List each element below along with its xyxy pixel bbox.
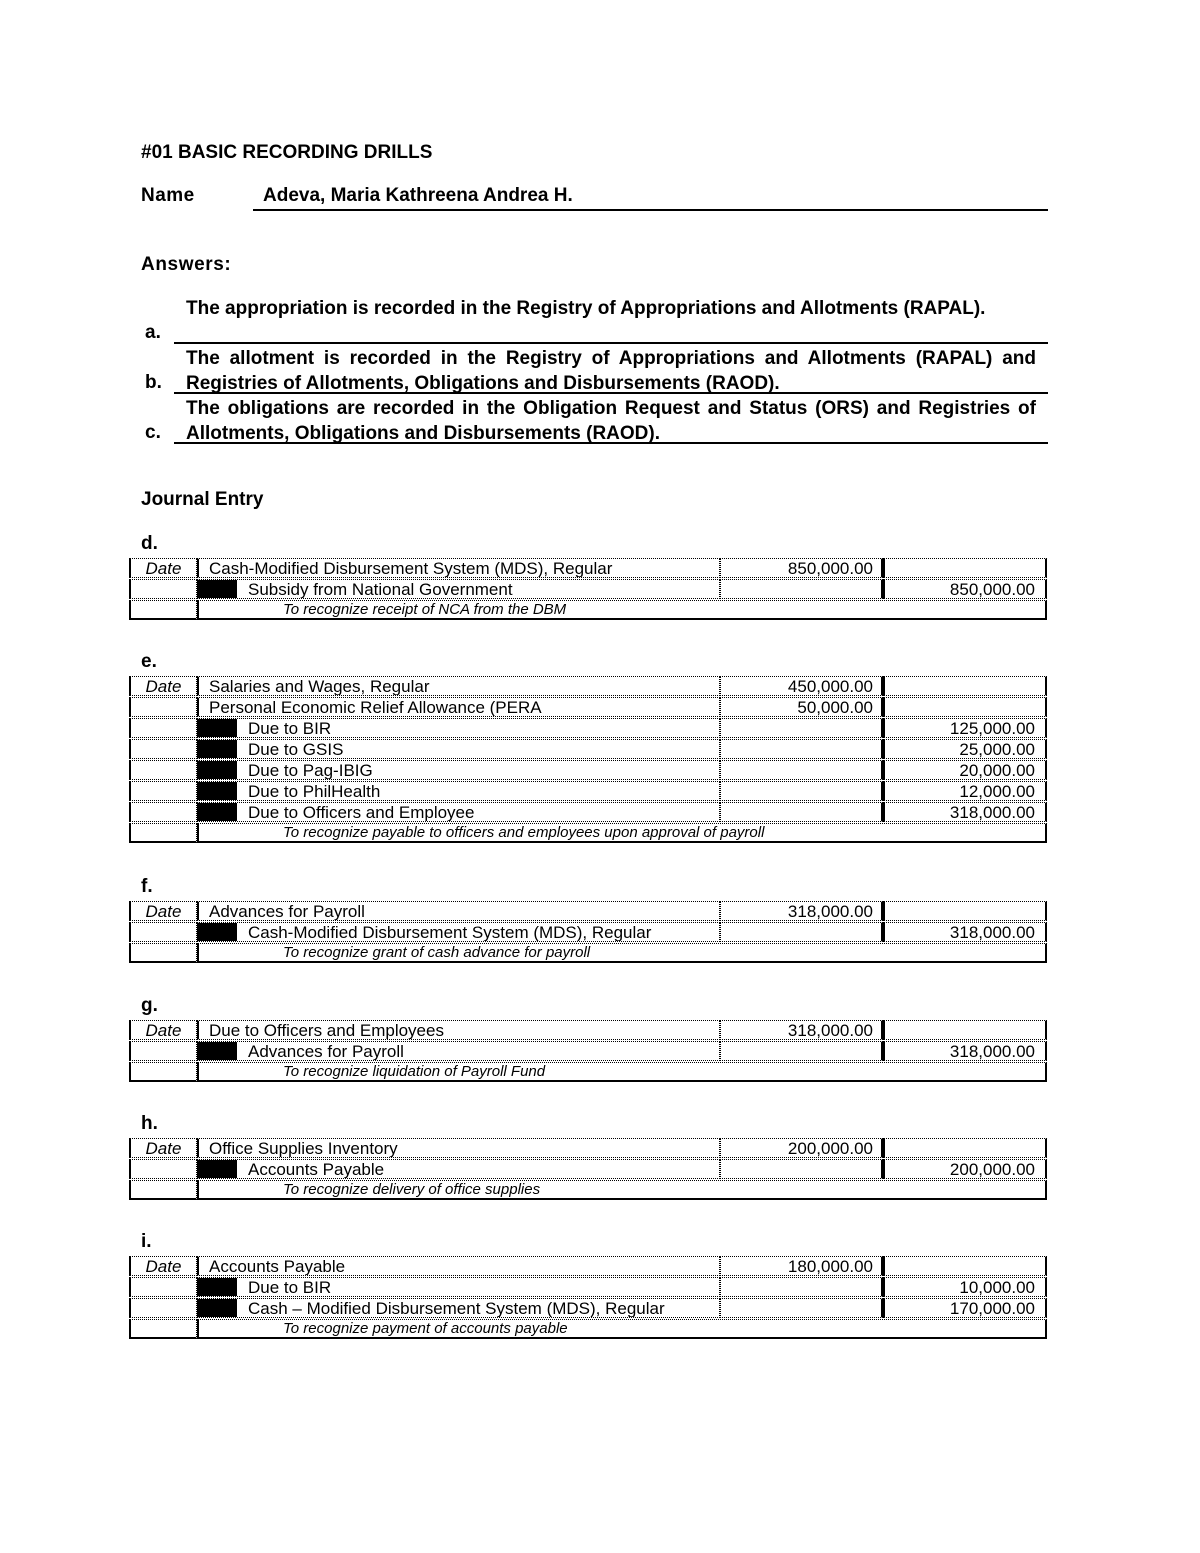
answer-text: The appropriation is recorded in the Registry of Appropriations and Allotments (RAPAL).: [174, 296, 1048, 344]
date-cell: Date: [129, 1020, 197, 1040]
name-label: Name: [141, 185, 195, 206]
date-cell: [129, 760, 197, 780]
credit-amount: [883, 676, 1047, 696]
journal-row: [129, 1298, 1047, 1319]
journal-table: [129, 1256, 1047, 1340]
account-cell: [197, 802, 720, 822]
answer-b: [141, 346, 1048, 396]
memo-row: [129, 943, 1047, 964]
answer-text: The allotment is recorded in the Registry of Appropriations and Allotments (RAPAL) and Registries of Allotments, Obligations and Disbursements (RAOD).: [174, 346, 1048, 394]
account-cell: [197, 1041, 720, 1061]
account-cell: [197, 922, 720, 942]
credit-amount: 10,000.00: [883, 1277, 1047, 1297]
account-cell: [197, 1138, 720, 1158]
memo-row: [129, 823, 1047, 844]
date-cell: [129, 1062, 197, 1082]
date-cell: [129, 1159, 197, 1179]
journal-row: [129, 901, 1047, 922]
account-cell: [197, 697, 720, 717]
memo-row: [129, 600, 1047, 621]
account-name: Subsidy from National Government: [248, 580, 513, 599]
name-row: [141, 185, 1048, 211]
account-name: Due to BIR: [248, 1278, 332, 1297]
debit-amount: 50,000.00: [720, 697, 883, 717]
account-cell: [197, 1256, 720, 1276]
journal-row: [129, 1277, 1047, 1298]
debit-amount: [720, 1041, 883, 1061]
date-cell: [129, 697, 197, 717]
date-cell: [129, 579, 197, 599]
account-cell: [197, 739, 720, 759]
date-cell: [129, 1180, 197, 1200]
journal-row: [129, 558, 1047, 579]
account-cell: [197, 1277, 720, 1297]
journal-table: [129, 1138, 1047, 1201]
date-cell: Date: [129, 901, 197, 921]
entry-memo: To recognize payment of accounts payable: [197, 1319, 1047, 1339]
debit-amount: [720, 1277, 883, 1297]
debit-amount: 180,000.00: [720, 1256, 883, 1276]
credit-amount: 850,000.00: [883, 579, 1047, 599]
journal-row: [129, 1159, 1047, 1180]
redaction-block: [199, 1042, 237, 1060]
debit-amount: 318,000.00: [720, 901, 883, 921]
journal-row: [129, 718, 1047, 739]
account-name: Due to BIR: [248, 719, 332, 738]
debit-amount: [720, 1159, 883, 1179]
journal-row: [129, 697, 1047, 718]
debit-amount: [720, 1298, 883, 1318]
entry-letter: h.: [141, 1113, 158, 1134]
journal-row: [129, 1256, 1047, 1277]
date-cell: [129, 943, 197, 963]
account-name: Advances for Payroll: [209, 902, 365, 921]
answers-heading: Answers:: [141, 254, 232, 275]
redaction-block: [199, 803, 237, 821]
account-name: Salaries and Wages, Regular: [209, 677, 430, 696]
journal-row: [129, 676, 1047, 697]
memo-row: [129, 1319, 1047, 1340]
debit-amount: [720, 718, 883, 738]
journal-table: [129, 676, 1047, 844]
date-cell: [129, 823, 197, 843]
credit-amount: 318,000.00: [883, 1041, 1047, 1061]
journal-row: [129, 1138, 1047, 1159]
answer-letter: b.: [145, 372, 162, 393]
journal-table: [129, 901, 1047, 964]
debit-amount: 318,000.00: [720, 1020, 883, 1040]
account-name: Due to GSIS: [248, 740, 344, 759]
account-cell: [197, 760, 720, 780]
redaction-block: [199, 761, 237, 779]
credit-amount: 170,000.00: [883, 1298, 1047, 1318]
account-name: Accounts Payable: [209, 1257, 346, 1276]
redaction-block: [199, 1299, 237, 1317]
date-cell: [129, 739, 197, 759]
date-cell: [129, 1298, 197, 1318]
account-name: Due to Officers and Employee: [248, 803, 475, 822]
entry-letter: d.: [141, 533, 158, 554]
account-cell: [197, 1020, 720, 1040]
account-cell: [197, 1159, 720, 1179]
answer-letter: c.: [145, 422, 161, 443]
date-cell: Date: [129, 558, 197, 578]
account-cell: [197, 558, 720, 578]
account-name: Due to Officers and Employees: [209, 1021, 444, 1040]
redaction-block: [199, 923, 237, 941]
journal-row: [129, 1020, 1047, 1041]
account-name: Cash-Modified Disbursement System (MDS), Regular: [209, 559, 613, 578]
date-cell: [129, 922, 197, 942]
name-value: Adeva, Maria Kathreena Andrea H.: [253, 185, 1048, 211]
redaction-block: [199, 1160, 237, 1178]
answer-c: [141, 396, 1048, 446]
account-name: Cash-Modified Disbursement System (MDS), Regular: [248, 923, 652, 942]
entry-letter: e.: [141, 651, 157, 672]
journal-row: [129, 802, 1047, 823]
credit-amount: [883, 697, 1047, 717]
account-cell: [197, 676, 720, 696]
debit-amount: [720, 579, 883, 599]
answer-letter: a.: [145, 322, 161, 343]
account-name: Advances for Payroll: [248, 1042, 404, 1061]
entry-letter: i.: [141, 1231, 152, 1252]
account-cell: [197, 579, 720, 599]
debit-amount: [720, 781, 883, 801]
account-name: Personal Economic Relief Allowance (PERA: [209, 698, 542, 717]
redaction-block: [199, 580, 237, 598]
date-cell: Date: [129, 1256, 197, 1276]
date-cell: [129, 1319, 197, 1339]
credit-amount: [883, 1020, 1047, 1040]
date-cell: Date: [129, 1138, 197, 1158]
date-cell: [129, 1041, 197, 1061]
redaction-block: [199, 740, 237, 758]
document-title: #01 BASIC RECORDING DRILLS: [141, 142, 433, 163]
credit-amount: 12,000.00: [883, 781, 1047, 801]
date-cell: [129, 802, 197, 822]
credit-amount: 25,000.00: [883, 739, 1047, 759]
redaction-block: [199, 719, 237, 737]
journal-table: [129, 558, 1047, 621]
entry-memo: To recognize liquidation of Payroll Fund: [197, 1062, 1047, 1082]
entry-letter: f.: [141, 876, 153, 897]
debit-amount: [720, 760, 883, 780]
memo-row: [129, 1062, 1047, 1083]
date-cell: [129, 600, 197, 620]
date-cell: Date: [129, 676, 197, 696]
entry-memo: To recognize delivery of office supplies: [197, 1180, 1047, 1200]
account-name: Office Supplies Inventory: [209, 1139, 398, 1158]
account-name: Due to Pag-IBIG: [248, 761, 373, 780]
answer-text: The obligations are recorded in the Obligation Request and Status (ORS) and Registries of Allotments, Obligations and Disbursements (RAOD).: [174, 396, 1048, 444]
redaction-block: [199, 782, 237, 800]
credit-amount: [883, 901, 1047, 921]
journal-row: [129, 760, 1047, 781]
account-name: Cash – Modified Disbursement System (MDS), Regular: [248, 1299, 665, 1318]
memo-row: [129, 1180, 1047, 1201]
date-cell: [129, 1277, 197, 1297]
journal-row: [129, 579, 1047, 600]
credit-amount: 200,000.00: [883, 1159, 1047, 1179]
answer-a: [141, 296, 1048, 346]
date-cell: [129, 718, 197, 738]
journal-row: [129, 739, 1047, 760]
entry-memo: To recognize grant of cash advance for payroll: [197, 943, 1047, 963]
credit-amount: 318,000.00: [883, 922, 1047, 942]
credit-amount: [883, 558, 1047, 578]
journal-row: [129, 922, 1047, 943]
credit-amount: [883, 1256, 1047, 1276]
redaction-block: [199, 1278, 237, 1296]
credit-amount: [883, 1138, 1047, 1158]
account-cell: [197, 901, 720, 921]
debit-amount: [720, 739, 883, 759]
journal-heading: Journal Entry: [141, 489, 264, 510]
journal-row: [129, 781, 1047, 802]
debit-amount: 850,000.00: [720, 558, 883, 578]
date-cell: [129, 781, 197, 801]
debit-amount: 200,000.00: [720, 1138, 883, 1158]
debit-amount: 450,000.00: [720, 676, 883, 696]
debit-amount: [720, 802, 883, 822]
account-name: Due to PhilHealth: [248, 782, 381, 801]
credit-amount: 125,000.00: [883, 718, 1047, 738]
journal-row: [129, 1041, 1047, 1062]
account-cell: [197, 1298, 720, 1318]
credit-amount: 318,000.00: [883, 802, 1047, 822]
credit-amount: 20,000.00: [883, 760, 1047, 780]
journal-table: [129, 1020, 1047, 1083]
account-name: Accounts Payable: [248, 1160, 385, 1179]
debit-amount: [720, 922, 883, 942]
account-cell: [197, 718, 720, 738]
entry-letter: g.: [141, 995, 158, 1016]
entry-memo: To recognize payable to officers and employees upon approval of payroll: [197, 823, 1047, 843]
account-cell: [197, 781, 720, 801]
entry-memo: To recognize receipt of NCA from the DBM: [197, 600, 1047, 620]
